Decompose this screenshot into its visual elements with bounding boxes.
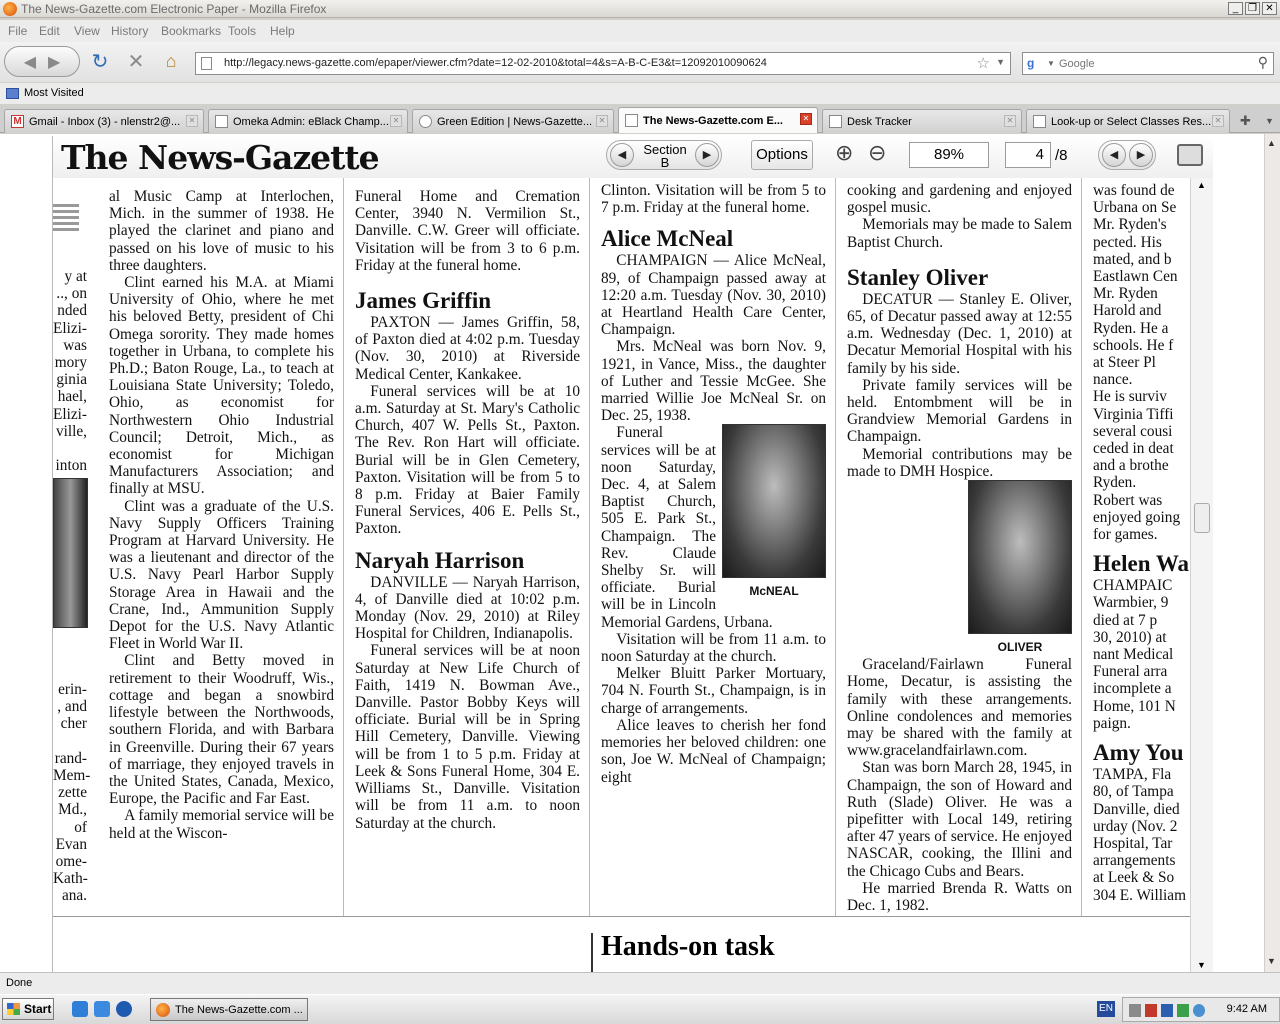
text-fragment xyxy=(53,474,87,491)
text-fragment: nded xyxy=(57,302,87,320)
column-rule xyxy=(343,178,344,916)
forward-arrow-icon[interactable]: ▶ xyxy=(48,53,61,71)
gmail-icon: M xyxy=(11,115,24,128)
text-fragment: Elizi- xyxy=(53,405,87,423)
tab-green-edition[interactable] xyxy=(412,109,614,133)
text-fragment: for games. xyxy=(1093,526,1158,544)
paragraph: Clint earned his M.A. at Miami University of Ohio, where he met his beloved Betty, president of Chi Omega sorority. They made homes together in Urbana, to complete his Ph.D.; Baton Rouge, La., to teach at Louisiana State University; Toledo, Ohio, as economist for Northwestern Ohio Industrial Council; Detroit, Mich., as economist for Michigan Manufacturers Association; and finally at MSU. xyxy=(109,274,334,498)
options-button[interactable]: Options xyxy=(751,140,813,170)
paragraph: Memorial contributions may be made to DMH Hospice. xyxy=(847,445,1072,480)
text-fragment: ome- xyxy=(55,852,87,870)
reload-icon[interactable]: ↻ xyxy=(91,50,109,73)
viewer-toolbar xyxy=(53,136,1213,178)
paragraph: DECATUR — Stanley E. Oliver, 65, of Decatur passed away at 12:55 a.m. Wednesday (Dec. 1, 2010) at Decatur Memorial Hospital with his family by his side. xyxy=(847,290,1072,377)
page-nav xyxy=(1098,140,1156,170)
text-fragment: Mr. Ryden xyxy=(1093,285,1158,303)
outlook-icon[interactable] xyxy=(94,1001,110,1017)
tab-label: Omeka Admin: eBlack Champ... xyxy=(233,115,389,128)
section-next-icon[interactable]: ▶ xyxy=(695,143,719,167)
section-control xyxy=(606,140,722,170)
article-rule xyxy=(591,933,593,973)
bookmarks-toolbar xyxy=(0,83,1280,105)
obituary-heading: James Griffin xyxy=(355,288,492,314)
column-5 xyxy=(1093,182,1189,904)
stop-icon[interactable]: ✕ xyxy=(127,50,145,73)
text-fragment: Warmbier, 9 xyxy=(1093,594,1169,612)
media-player-icon[interactable] xyxy=(116,1001,132,1017)
paragraph: Clint was a graduate of the U.S. Navy Supply Officers Training Program at Harvard University. He was a lieutenant and director of the U.S. Navy Pearl Harbor Supply Storage Area in Hawaii and the Crane, Ind., Ammunition Supply Depot for the U.S. Navy Atlantic Fleet in World War II. xyxy=(109,497,334,653)
back-arrow-icon[interactable]: ◀ xyxy=(23,53,36,71)
paragraph: Funeral Home and Cremation Center, 3940 N. Vermilion St., Danville. C.W. Greer will officiate. Visitation will be from 3 to 6 p.m. Friday at the funeral home. xyxy=(355,188,580,274)
text-fragment xyxy=(53,629,87,646)
tab-omeka[interactable] xyxy=(208,109,408,133)
text-fragment xyxy=(53,732,87,749)
text-fragment: hael, xyxy=(57,388,87,406)
text-fragment: Hospital, Tar xyxy=(1093,834,1173,852)
paragraph: al Music Camp at Interlochen, Mich. in the summer of 1938. He played the clarinet and piano and passed on his love of music to his three daughters. xyxy=(109,188,334,274)
text-fragment: , and xyxy=(57,698,87,716)
next-article-strip xyxy=(53,916,1190,972)
page-icon xyxy=(1033,115,1046,128)
text-fragment: and a brothe xyxy=(1093,457,1169,475)
text-fragment: Urbana on Se xyxy=(1093,199,1177,217)
tab-label: Look-up or Select Classes Res... xyxy=(1051,115,1212,128)
newspaper-page xyxy=(53,178,1190,916)
text-fragment: Harold and xyxy=(1093,302,1162,320)
text-fragment: CHAMPAIC xyxy=(1093,577,1173,595)
text-fragment xyxy=(53,509,87,526)
list-tabs-icon[interactable]: ▼ xyxy=(1265,116,1274,126)
column-rule xyxy=(1081,178,1082,916)
close-window-button[interactable]: ✕ xyxy=(1262,2,1277,15)
security-icon[interactable] xyxy=(1161,1004,1173,1017)
zoom-in-icon[interactable]: ⊕ xyxy=(835,140,854,165)
epaper-viewer xyxy=(52,136,1212,972)
window-titlebar xyxy=(0,0,1280,18)
text-fragment xyxy=(53,526,87,543)
tab-label: Desk Tracker xyxy=(847,115,912,128)
back-forward-group xyxy=(4,46,80,77)
text-fragment: at Leek & So xyxy=(1093,869,1175,887)
viewer-scroll-up-icon[interactable]: ▲ xyxy=(1197,180,1206,190)
menu-bookmarks[interactable]: Bookmarks xyxy=(161,24,222,38)
ie-icon[interactable] xyxy=(72,1001,88,1017)
paragraph: Private family services will be held. Entombment will be in Grandview Memorial Gardens in Champaign. xyxy=(847,376,1072,446)
section-title: Section xyxy=(643,142,687,157)
home-icon[interactable]: ⌂ xyxy=(165,50,177,71)
viewer-scroll-thumb[interactable] xyxy=(1194,503,1210,533)
close-tab-icon[interactable]: ✕ xyxy=(596,115,608,127)
paragraph: He married Brenda R. Watts on Dec. 1, 1982. xyxy=(847,879,1072,915)
page-icon xyxy=(201,57,212,70)
section-prev-icon[interactable]: ◀ xyxy=(610,143,634,167)
search-icon[interactable]: ⚲ xyxy=(1257,54,1268,70)
text-fragment: Ryden. xyxy=(1093,474,1137,492)
text-fragment: 304 E. William xyxy=(1093,886,1186,904)
column-3 xyxy=(601,182,826,786)
text-fragment: TAMPA, Fla xyxy=(1093,766,1172,784)
menu-help[interactable]: Help xyxy=(270,24,295,38)
text-fragment: erin- xyxy=(58,680,87,698)
menu-history[interactable]: History xyxy=(111,24,149,38)
section-label xyxy=(635,143,695,169)
text-fragment: Kath- xyxy=(53,870,88,888)
tab-lookup-classes[interactable] xyxy=(1026,109,1230,133)
portrait-image xyxy=(722,424,826,578)
speaker-icon[interactable] xyxy=(1145,1004,1157,1017)
column-rule xyxy=(835,178,836,916)
text-fragment: Robert was xyxy=(1093,491,1163,509)
firefox-icon xyxy=(3,2,17,16)
tab-desk-tracker[interactable] xyxy=(822,109,1022,133)
paragraph: DANVILLE — Naryah Harrison, 4, of Danville died at 10:02 p.m. Monday (Nov. 29, 2010) at Riley Hospital for Children, Indianapolis. xyxy=(355,573,580,643)
text-fragment: cher xyxy=(60,715,87,733)
page-icon xyxy=(625,114,638,127)
text-fragment: ceded in deat xyxy=(1093,440,1174,458)
update-icon[interactable] xyxy=(1177,1004,1189,1017)
text-fragment: Mem- xyxy=(53,766,91,784)
paragraph: cooking and gardening and enjoyed gospel music. xyxy=(847,182,1072,217)
close-tab-icon[interactable]: ✕ xyxy=(1212,115,1224,127)
text-fragment: paign. xyxy=(1093,714,1131,732)
obituary-heading: Amy You xyxy=(1093,740,1184,766)
text-fragment: enjoyed going xyxy=(1093,508,1181,526)
portrait-image xyxy=(968,480,1072,634)
obituary-heading: Alice McNeal xyxy=(601,226,734,252)
text-fragment: Danville, died xyxy=(1093,800,1180,818)
flag-image xyxy=(53,204,79,232)
start-button[interactable] xyxy=(2,998,54,1020)
text-fragment: Md., xyxy=(58,801,87,819)
status-text: Done xyxy=(6,977,33,989)
google-icon[interactable]: g xyxy=(1027,56,1035,70)
obituary-heading: Stanley Oliver xyxy=(847,264,989,290)
start-label: Start xyxy=(24,1002,52,1016)
page-prev-icon[interactable]: ◀ xyxy=(1102,143,1126,167)
paragraph: Stan was born March 28, 1945, in Champaign, the son of Howard and Ruth (Slade) Oliver. He was a pipefitter with Local 149, retiring after 47 years of service. He enjoyed NASCAR, cooking, the Illini and the Chicago Cubs and Bears. xyxy=(847,759,1072,880)
paragraph: Clinton. Visitation will be from 5 to 7 p.m. Friday at the funeral home. xyxy=(601,182,826,217)
text-fragment: Virginia Tiffi xyxy=(1093,405,1174,423)
text-fragment: was found de xyxy=(1093,182,1175,199)
language-indicator[interactable]: EN xyxy=(1097,1001,1115,1017)
close-tab-icon[interactable]: ✕ xyxy=(390,115,402,127)
text-fragment: mory xyxy=(54,354,87,372)
section-value: B xyxy=(660,155,670,170)
text-fragment: ville, xyxy=(55,422,87,440)
maximize-button[interactable]: ❐ xyxy=(1245,2,1260,15)
text-fragment xyxy=(53,543,87,560)
text-fragment: y at xyxy=(64,268,87,285)
obituary-heading: Helen Wa xyxy=(1093,551,1189,577)
text-fragment: Ryden. He a xyxy=(1093,319,1169,337)
text-fragment: incomplete a xyxy=(1093,680,1172,698)
scroll-up-icon[interactable]: ▲ xyxy=(1267,138,1276,148)
paragraph: Funeral services will be at 10 a.m. Saturday at St. Mary's Catholic Church, 407 W. Pells St., Paxton. The Rev. Ron Hart will officiate. Burial will be in Glen Cemetery, Paxton. Visitation will be from 5 to 8 p.m. Friday at Baier Family Funeral Services, 406 E. Pells St., Paxton. xyxy=(355,382,580,538)
text-fragment: ana. xyxy=(61,887,87,905)
news-gazette-logo: The News-Gazette xyxy=(61,138,379,177)
status-bar xyxy=(0,972,1280,994)
text-fragment xyxy=(53,595,87,612)
text-fragment: arrangements xyxy=(1093,852,1176,870)
text-fragment xyxy=(53,664,87,681)
obituary-heading: Naryah Harrison xyxy=(355,547,525,573)
text-fragment: Elizi- xyxy=(53,319,87,337)
paragraph: A family memorial service will be held at the Wiscon- xyxy=(109,807,334,842)
text-fragment xyxy=(53,646,87,663)
search-engine-dropdown-icon[interactable]: ▼ xyxy=(1047,59,1055,68)
text-fragment: at Steer Pl xyxy=(1093,354,1156,372)
page-total: /8 xyxy=(1055,147,1068,164)
text-fragment: of xyxy=(74,818,87,836)
page-icon xyxy=(215,115,228,128)
mcneal-photo xyxy=(722,424,826,600)
hands-on-task-headline: Hands-on task xyxy=(601,931,775,962)
text-fragment: pected. His xyxy=(1093,233,1162,251)
help-icon[interactable] xyxy=(1193,1004,1205,1017)
menu-tools[interactable]: Tools xyxy=(228,24,257,38)
column-rule xyxy=(589,178,590,916)
close-tab-icon[interactable]: ✕ xyxy=(800,113,812,125)
paragraph: Alice leaves to cherish her fond memories her beloved children: one son, Joe W. McNeal of Champaign; eight xyxy=(601,716,826,786)
viewer-scrollbar[interactable] xyxy=(1190,178,1213,972)
viewer-scroll-down-icon[interactable]: ▼ xyxy=(1197,960,1206,970)
taskbar-item-firefox[interactable] xyxy=(150,998,308,1021)
text-fragment xyxy=(53,560,87,577)
text-fragment: Eastlawn Cen xyxy=(1093,268,1178,286)
windows-logo-icon xyxy=(7,1003,20,1015)
text-fragment: nance. xyxy=(1093,371,1133,389)
column-2 xyxy=(355,188,580,832)
tab-gmail[interactable] xyxy=(4,109,204,133)
bookmark-folder-icon xyxy=(6,88,19,99)
menu-file[interactable]: File xyxy=(8,24,28,38)
paragraph: Graceland/Fairlawn Funeral Home, Decatur, is assisting the family with these arrangements. Online condolences and memories may be shared with the family at www.gracelandfairlawn.com. xyxy=(847,656,1072,760)
tab-strip xyxy=(0,106,1280,133)
close-tab-icon[interactable]: ✕ xyxy=(1004,115,1016,127)
system-tray xyxy=(1122,997,1280,1022)
menu-bar xyxy=(0,20,1280,42)
text-fragment: Funeral arra xyxy=(1093,663,1168,681)
text-fragment: 80, of Tampa xyxy=(1093,783,1174,801)
search-bar[interactable] xyxy=(1022,52,1274,75)
paragraph: Clint and Betty moved in retirement to their Woodruff, Wis., cottage and began a snowbird lifestyle between the Northwoods, southern Florida, and with Barbara in Greenville. During their 67 years of marriage, they enjoyed travels in the United States, Canada, Mexico, Europe, the Pacific and Far East. xyxy=(109,652,334,808)
text-fragment xyxy=(53,440,87,457)
text-fragment: schools. He f xyxy=(1093,336,1174,354)
browser-scrollbar[interactable] xyxy=(1264,134,1280,972)
text-fragment: inton xyxy=(55,457,87,475)
page-next-icon[interactable]: ▶ xyxy=(1129,143,1153,167)
text-fragment: Home, 101 N xyxy=(1093,697,1176,715)
navigation-toolbar xyxy=(0,42,1280,82)
text-fragment: ginia xyxy=(56,371,87,389)
zoom-level[interactable]: 89% xyxy=(909,142,989,168)
text-fragment: zette xyxy=(58,784,87,802)
new-tab-icon[interactable]: ✚ xyxy=(1240,113,1251,128)
paragraph: PAXTON — James Griffin, 58, of Paxton died at 4:02 p.m. Tuesday (Nov. 30, 2010) at Riverside Medical Center, Kankakee. xyxy=(355,314,580,383)
page-number-input[interactable]: 4 xyxy=(1005,142,1051,168)
taskbar xyxy=(0,994,1280,1024)
bookmark-star-icon[interactable]: ☆ xyxy=(976,55,990,72)
text-fragment: mated, and b xyxy=(1093,250,1172,268)
text-fragment xyxy=(53,578,87,595)
most-visited-bookmark[interactable] xyxy=(6,87,84,99)
text-fragment: 30, 2010) at xyxy=(1093,628,1167,646)
text-fragment: Evan xyxy=(55,835,87,853)
text-fragment: .., on xyxy=(56,285,87,303)
text-fragment: several cousi xyxy=(1093,422,1173,440)
column-0 xyxy=(53,268,91,905)
minimize-button[interactable]: _ xyxy=(1228,2,1243,15)
paragraph: Memorials may be made to Salem Baptist Church. xyxy=(847,216,1072,251)
search-input[interactable] xyxy=(1059,56,1249,71)
tab-news-gazette[interactable] xyxy=(618,107,818,133)
ng-icon xyxy=(419,115,432,128)
text-fragment: urday (Nov. 2 xyxy=(1093,817,1178,835)
text-fragment xyxy=(53,612,87,629)
taskbar-item-label: The News-Gazette.com ... xyxy=(175,1003,303,1016)
oliver-photo xyxy=(968,480,1072,656)
tab-label: Gmail - Inbox (3) - nlenstr2@... xyxy=(29,115,181,128)
url-bar[interactable] xyxy=(195,52,1011,75)
clock[interactable]: 9:42 AM xyxy=(1226,1003,1267,1015)
text-fragment: He is surviv xyxy=(1093,388,1167,406)
column-4 xyxy=(847,182,1072,914)
text-fragment: was xyxy=(63,336,87,354)
window-title: The News-Gazette.com Electronic Paper - Mozilla Firefox xyxy=(21,2,327,16)
tab-label: The News-Gazette.com E... xyxy=(643,114,783,127)
url-text[interactable]: http://legacy.news-gazette.com/epaper/viewer.cfm?date=12-02-2010&total=4&s=A-B-C-E3&t=12092010090624 xyxy=(224,57,767,69)
photo-caption: OLIVER xyxy=(997,640,1043,655)
scroll-down-icon[interactable]: ▼ xyxy=(1267,956,1276,966)
paragraph: Funeral services will be at noon Saturday, Dec. 4, at Salem Baptist Church, 505 E. Park St., Champaign. The Rev. Claude Shelby Sr. will officiate. Burial will be in Lincoln Memorial Gardens, Urbana. xyxy=(601,424,773,631)
paragraph: Melker Bluitt Parker Mortuary, 704 N. Fourth St., Champaign, is in charge of arrangements. xyxy=(601,665,826,717)
firefox-icon xyxy=(156,1003,170,1017)
photo-caption: McNEAL xyxy=(749,584,799,599)
paragraph: Funeral services will be at noon Saturday at New Life Church of Faith, 1419 N. Bowman Ave., Danville. Pastor Bobby Keys will officiate. Burial will be in Spring Hill Cemetery, Danville. Viewing will be from 1 to 5 p.m. Friday at Leek & Sons Funeral Home, 304 E. Williams St., Danville. Visitation will be from 11 a.m. to noon Saturday at the church. xyxy=(355,642,580,832)
text-fragment: rand- xyxy=(54,749,87,767)
url-dropdown-icon[interactable]: ▼ xyxy=(996,57,1005,67)
menu-edit[interactable]: Edit xyxy=(39,24,60,38)
column-1 xyxy=(109,188,334,842)
text-fragment xyxy=(53,492,87,509)
network-icon[interactable] xyxy=(1129,1004,1141,1017)
zoom-out-icon[interactable]: ⊖ xyxy=(868,140,887,165)
close-tab-icon[interactable]: ✕ xyxy=(186,115,198,127)
tab-label: Green Edition | News-Gazette... xyxy=(437,115,593,128)
paragraph: CHAMPAIGN — Alice McNeal, 89, of Champaign passed away at 12:20 a.m. Tuesday (Nov. 30, 2010) at Heartland Health Care Center, Champaign. xyxy=(601,252,826,339)
print-icon[interactable] xyxy=(1177,144,1203,166)
text-fragment: died at 7 p xyxy=(1093,611,1158,629)
menu-view[interactable]: View xyxy=(74,24,100,38)
most-visited-label: Most Visited xyxy=(24,87,84,99)
paragraph: Mrs. McNeal was born Nov. 9, 1921, in Vance, Miss., the daughter of Luther and Tessie McGee. She married Willie Joe McNeal Sr. on Dec. 25, 1938. xyxy=(601,338,826,425)
text-fragment: nant Medical xyxy=(1093,646,1174,664)
page-icon xyxy=(829,115,842,128)
paragraph: Visitation will be from 11 a.m. to noon Saturday at the church. xyxy=(601,630,826,666)
text-fragment: Mr. Ryden's xyxy=(1093,216,1167,234)
